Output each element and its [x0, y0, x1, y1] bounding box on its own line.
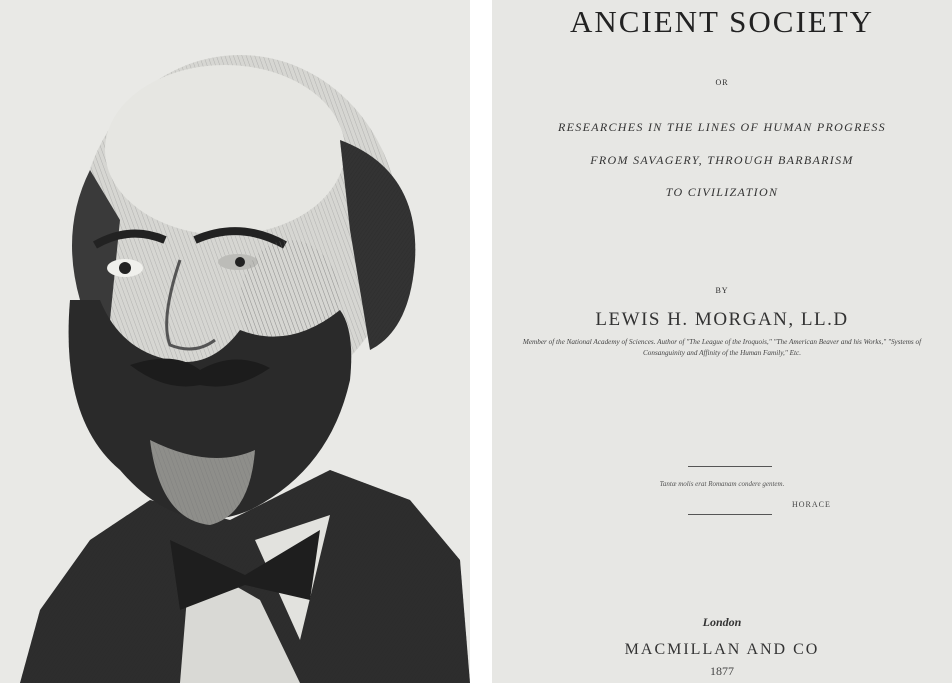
book-title: ANCIENT SOCIETY [569, 4, 875, 39]
publication-year: 1877 [710, 664, 734, 678]
motto: Tantæ molis erat Romanam condere gentem. [659, 480, 785, 488]
author-name: LEWIS H. MORGAN, LL.D [595, 309, 849, 330]
subtitle-line-2: FROM SAVAGERY, THROUGH BARBARISM [590, 153, 854, 167]
divider-bottom [688, 514, 772, 515]
subtitle-line-3: TO CIVILIZATION [665, 185, 779, 199]
subtitle-line-1: RESEARCHES IN THE LINES OF HUMAN PROGRESS [558, 120, 886, 134]
title-page [492, 0, 952, 683]
publication-place: London [702, 615, 742, 629]
author-credentials: Member of the National Academy of Sciences. Author of "The League of the Iroquois," "The American Beaver and his Works," "Systems of Consanguinity and Affinity of the Human Family," Etc. [522, 338, 922, 357]
publisher: MACMILLAN AND CO [624, 641, 820, 658]
title-conjunction: OR [715, 78, 729, 87]
portrait-engraving [0, 0, 470, 683]
motto-attribution: HORACE [792, 500, 831, 509]
portrait-panel [0, 0, 470, 683]
byline-label: BY [715, 286, 729, 295]
divider-top [688, 466, 772, 467]
